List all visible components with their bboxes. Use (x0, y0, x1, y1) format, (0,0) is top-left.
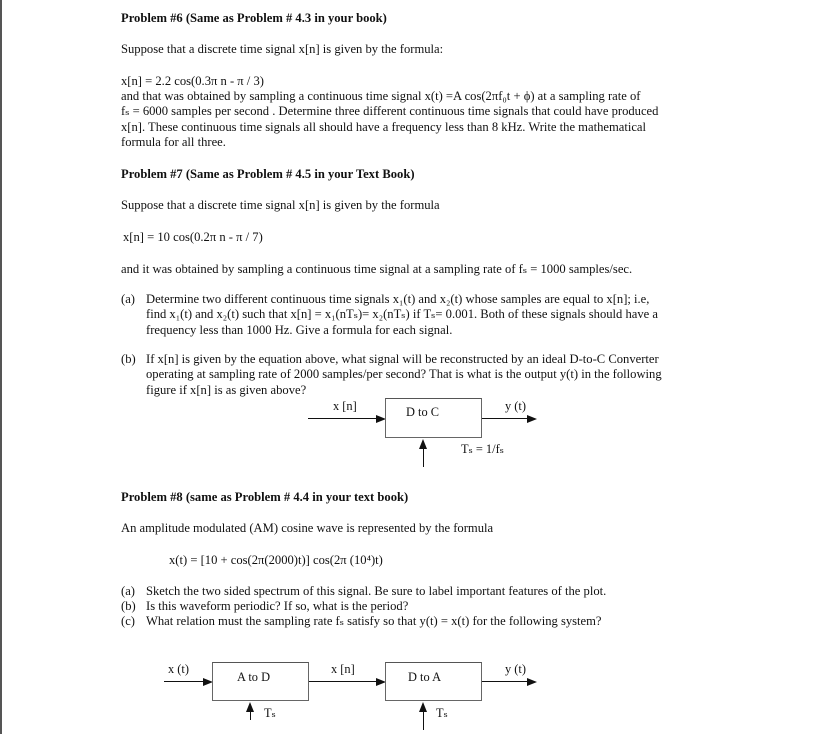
diagram2-clock1-label: Tₛ (264, 706, 276, 720)
problem-8-heading: Problem #8 (same as Problem # 4.4 in your text book) (121, 490, 409, 504)
d-to-a-block (385, 662, 482, 701)
problem-6-heading: Problem #6 (Same as Problem # 4.3 in your book) (121, 11, 387, 25)
diagram2-clock2-line (423, 709, 424, 730)
diagram2-mid-line (309, 681, 379, 682)
diagram1-output-line (482, 418, 528, 419)
problem-7-part-a-marker: (a) (121, 292, 135, 306)
part-a-line: find x₁(t) and x₂(t) such that x[n] = x₁(nTₛ)= x₂(nTₛ) if Tₛ= 0.001. Both of these signals should have a (146, 307, 658, 322)
arrow-up-icon (419, 439, 427, 449)
problem-6-body-line: formula for all three. (121, 134, 226, 149)
arrow-up-icon (246, 702, 254, 712)
a-to-d-block (212, 662, 309, 701)
diagram1-clock-label: Tₛ = 1/fₛ (461, 442, 504, 456)
diagram2-output-label: y (t) (505, 662, 526, 676)
problem-8-part-a-marker: (a) (121, 584, 135, 598)
problem-7-heading: Problem #7 (Same as Problem # 4.5 in your Text Book) (121, 167, 415, 181)
problem-6-body-line: x[n]. These continuous time signals all should have a frequency less than 8 kHz. Write the mathematical (121, 119, 647, 134)
diagram2-clock2-label: Tₛ (436, 706, 448, 720)
problem-6-intro: Suppose that a discrete time signal x[n] is given by the formula: (121, 42, 444, 56)
diagram1-input-line (308, 418, 378, 419)
diagram1-input-label: x [n] (333, 399, 357, 413)
problem-7-intro: Suppose that a discrete time signal x[n] is given by the formula (121, 198, 440, 212)
part-a-line: Determine two different continuous time signals x₁(t) and x₂(t) whose samples are equal to x[n]; i.e, (146, 292, 650, 306)
d-to-a-block-label: D to A (408, 670, 442, 684)
problem-7-part-a (146, 292, 658, 338)
problem-7-part-b (146, 352, 662, 398)
problem-7-part-b-marker: (b) (121, 352, 136, 366)
problem-7-formula: x[n] = 10 cos(0.2π n - π / 7) (123, 230, 263, 244)
problem-8-part-c-marker: (c) (121, 614, 135, 628)
problem-8-part-a: Sketch the two sided spectrum of this signal. Be sure to label important features of the plot. (146, 584, 607, 598)
d-to-c-block-label: D to C (406, 405, 440, 419)
arrow-up-icon (419, 702, 427, 712)
d-to-c-block (385, 398, 482, 438)
problem-8-part-b-marker: (b) (121, 599, 136, 613)
arrow-right-icon (527, 415, 537, 423)
diagram2-input-label: x (t) (168, 662, 189, 676)
part-a-line: frequency less than 1000 Hz. Give a formula for each signal. (146, 322, 453, 337)
problem-8-formula: x(t) = [10 + cos(2π(2000)t)] cos(2π (10⁴)t) (169, 553, 383, 567)
problem-6-formula: x[n] = 2.2 cos(0.3π n - π / 3) (121, 74, 264, 88)
diagram2-input-line (164, 681, 206, 682)
arrow-right-icon (527, 678, 537, 686)
diagram2-output-line (482, 681, 528, 682)
page-left-border (0, 0, 2, 734)
part-b-line: figure if x[n] is as given above? (146, 382, 307, 397)
problem-8-part-b: Is this waveform periodic? If so, what is the period? (146, 599, 409, 613)
part-b-line: If x[n] is given by the equation above, what signal will be reconstructed by an ideal D-to-C Converter (146, 352, 659, 366)
problem-6-body-line: fₛ = 6000 samples per second . Determine three different continuous time signals that could have produced (121, 104, 659, 119)
problem-6-body (121, 89, 658, 150)
problem-8-intro: An amplitude modulated (AM) cosine wave is represented by the formula (121, 521, 494, 535)
problem-6-body-line: and that was obtained by sampling a continuous time signal x(t) =A cos(2πf₀t + ϕ) at a sampling rate of (121, 89, 641, 103)
a-to-d-block-label: A to D (237, 670, 271, 684)
problem-8-part-c: What relation must the sampling rate fₛ satisfy so that y(t) = x(t) for the following system? (146, 614, 602, 628)
diagram2-mid-label: x [n] (331, 662, 355, 676)
diagram1-clock-line (423, 446, 424, 467)
diagram1-output-label: y (t) (505, 399, 526, 413)
part-b-line: operating at sampling rate of 2000 samples/per second? That is what is the output y(t) in the following (146, 367, 662, 382)
problem-7-sampling: and it was obtained by sampling a continuous time signal at a sampling rate of fₛ = 1000 samples/sec. (121, 262, 633, 276)
